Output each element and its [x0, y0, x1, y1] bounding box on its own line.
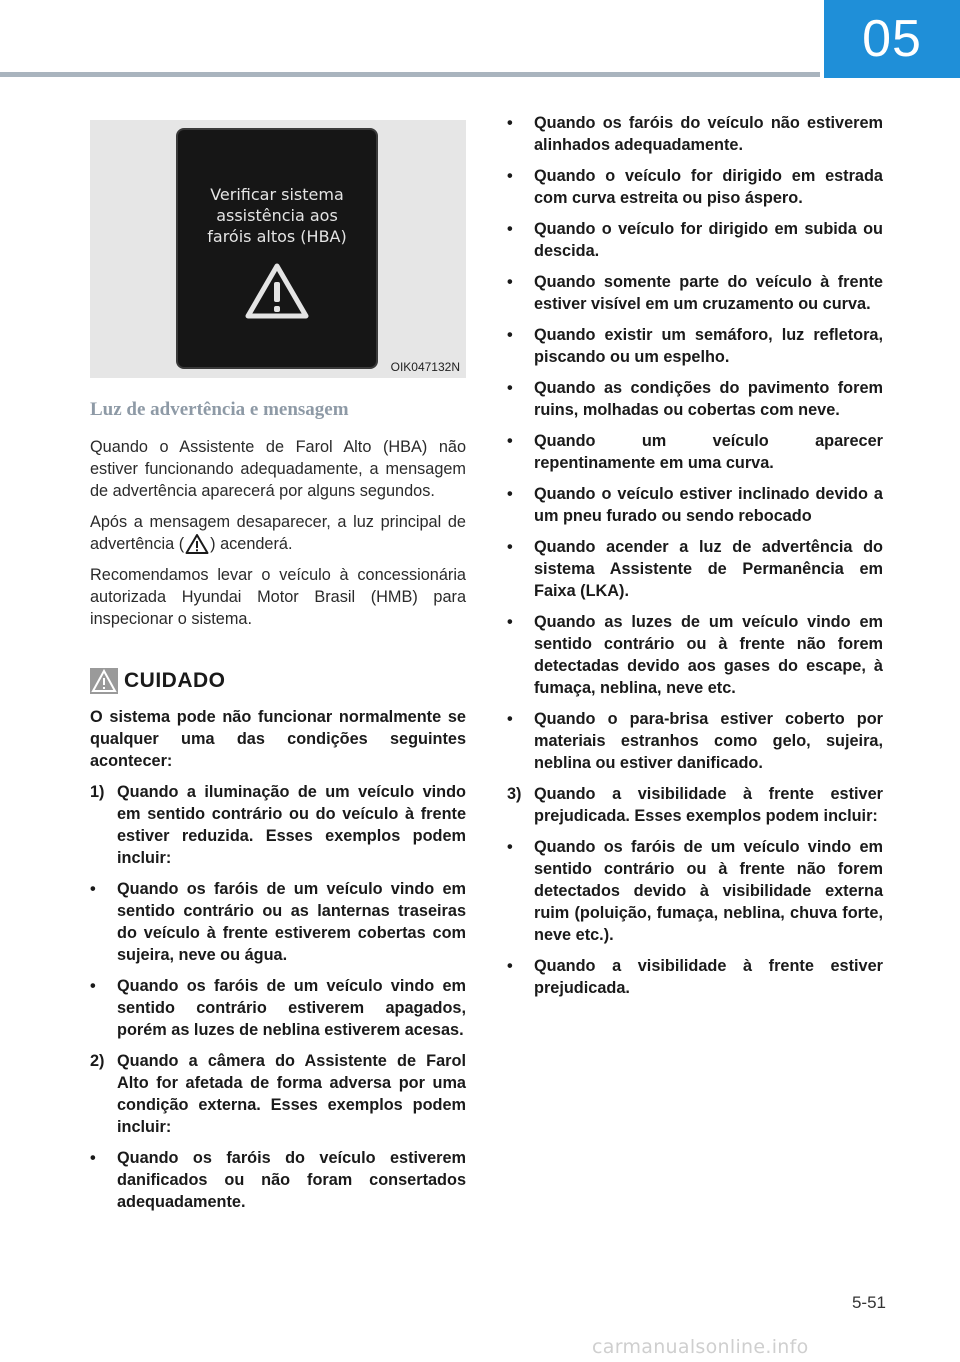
caution-icon: [90, 668, 118, 694]
list-marker: •: [507, 220, 513, 238]
caution-list-item: [507, 271, 883, 315]
figure-code: OIK047132N: [390, 360, 460, 374]
caution-label: CUIDADO: [124, 669, 226, 692]
warning-triangle-icon: [244, 262, 310, 320]
caution-list-item: [507, 955, 883, 999]
list-text: Quando os faróis do veículo estiverem danificados ou não foram consertados adequadamente.: [117, 1149, 466, 1211]
list-text: Quando o para-brisa estiver coberto por materiais estranhos como gelo, sujeira, neblina ou estiver danificado.: [534, 710, 883, 772]
caution-list-item: [507, 430, 883, 474]
watermark: carmanualsonline.info: [592, 1336, 809, 1358]
list-marker: •: [507, 167, 513, 185]
caution-list-item: [507, 112, 883, 156]
warning-light-icon: [185, 533, 209, 555]
list-text: Quando as condições do pavimento forem ruins, molhadas ou cobertas com neve.: [534, 379, 883, 419]
caution-list-item: [507, 783, 883, 827]
list-marker: •: [507, 538, 513, 556]
caution-list-item: [90, 781, 466, 869]
caution-intro: O sistema pode não funcionar normalmente se qualquer uma das condições seguintes acontecer:: [90, 708, 466, 770]
list-text: Quando um veículo aparecer repentinamente em uma curva.: [534, 432, 883, 472]
list-marker: 3): [507, 785, 522, 803]
list-marker: •: [507, 432, 513, 450]
list-marker: •: [507, 710, 513, 728]
paragraph-2-after: ) acenderá.: [210, 535, 293, 553]
list-marker: •: [507, 114, 513, 132]
screen-message: Verificar sistema assistência aos faróis altos (HBA): [207, 185, 347, 246]
list-marker: •: [507, 613, 513, 631]
caution-header: [90, 664, 466, 698]
list-marker: •: [90, 1149, 96, 1167]
caution-list-item: [507, 483, 883, 527]
list-marker: •: [507, 485, 513, 503]
caution-list-item: [90, 1147, 466, 1213]
header-rule: [0, 72, 820, 77]
list-text: Quando existir um semáforo, luz refletora, piscando ou um espelho.: [534, 326, 883, 366]
paragraph-2: [90, 511, 466, 555]
caution-left-column: [90, 706, 466, 1222]
list-text: Quando acender a luz de advertência do sistema Assistente de Permanência em Faixa (LKA).: [534, 538, 883, 600]
list-text: Quando os faróis de um veículo vindo em sentido contrário ou à frente não forem detectados devido à visibilidade externa ruim (poluição, fumaça, neblina, chuva forte, neve etc.).: [534, 838, 883, 944]
list-text: Quando as luzes de um veículo vindo em sentido contrário ou à frente não forem detectadas devido aos gases do escape, à fumaça, neblina, neve etc.: [534, 613, 883, 697]
cluster-screen: [178, 130, 376, 367]
caution-list-item: [507, 836, 883, 946]
list-text: Quando a iluminação de um veículo vindo em sentido contrário ou do veículo à frente estiver reduzida. Esses exemplos podem incluir:: [117, 783, 466, 867]
caution-list-item: [507, 324, 883, 368]
list-text: Quando o veículo for dirigido em estrada com curva estreita ou piso áspero.: [534, 167, 883, 207]
list-text: Quando o veículo estiver inclinado devido a um pneu furado ou sendo rebocado: [534, 485, 883, 525]
list-marker: •: [507, 957, 513, 975]
caution-right-column: [507, 112, 883, 1008]
list-text: Quando a visibilidade à frente estiver prejudicada. Esses exemplos podem incluir:: [534, 785, 883, 825]
caution-list-item: [507, 611, 883, 699]
list-marker: 1): [90, 783, 105, 801]
paragraph-1: Quando o Assistente de Farol Alto (HBA) não estiver funcionando adequadamente, a mensagem de advertência aparecerá por alguns segundos.: [90, 438, 466, 500]
caution-list-item: [507, 708, 883, 774]
paragraph-3: Recomendamos levar o veículo à concessionária autorizada Hyundai Motor Brasil (HMB) para inspecionar o sistema.: [90, 566, 466, 628]
section-title: Luz de advertência e mensagem: [90, 399, 349, 420]
section-body: [90, 436, 466, 639]
list-text: Quando o veículo for dirigido em subida ou descida.: [534, 220, 883, 260]
page-number: 5-51: [851, 1293, 886, 1312]
caution-list-item: [507, 536, 883, 602]
caution-list-item: [90, 878, 466, 966]
list-text: Quando somente parte do veículo à frente estiver visível em um cruzamento ou curva.: [534, 273, 883, 313]
list-marker: •: [507, 379, 513, 397]
figure-cluster-display: [90, 120, 466, 378]
list-text: Quando a visibilidade à frente estiver prejudicada.: [534, 957, 883, 997]
caution-list-item: [507, 165, 883, 209]
list-marker: •: [507, 838, 513, 856]
list-marker: 2): [90, 1052, 105, 1070]
list-marker: •: [507, 273, 513, 291]
list-text: Quando os faróis de um veículo vindo em sentido contrário ou as lanternas traseiras do veículo à frente estiverem cobertas com sujeira, neve ou água.: [117, 880, 466, 964]
caution-list-item: [507, 377, 883, 421]
caution-list-item: [90, 975, 466, 1041]
list-marker: •: [507, 326, 513, 344]
caution-list-item: [90, 1050, 466, 1138]
list-text: Quando os faróis de um veículo vindo em sentido contrário estiverem apagados, porém as luzes de neblina estiverem acesas.: [117, 977, 466, 1039]
caution-list-item: [507, 218, 883, 262]
chapter-tab: [824, 0, 960, 78]
list-text: Quando os faróis do veículo não estiverem alinhados adequadamente.: [534, 114, 883, 154]
paragraph-2-before: Após a mensagem desaparecer, a luz principal de advertência (: [90, 513, 466, 553]
list-text: Quando a câmera do Assistente de Farol Alto for afetada de forma adversa por uma condição externa. Esses exemplos podem incluir:: [117, 1052, 466, 1136]
list-marker: •: [90, 977, 96, 995]
list-marker: •: [90, 880, 96, 898]
chapter-number: 05: [862, 10, 922, 68]
